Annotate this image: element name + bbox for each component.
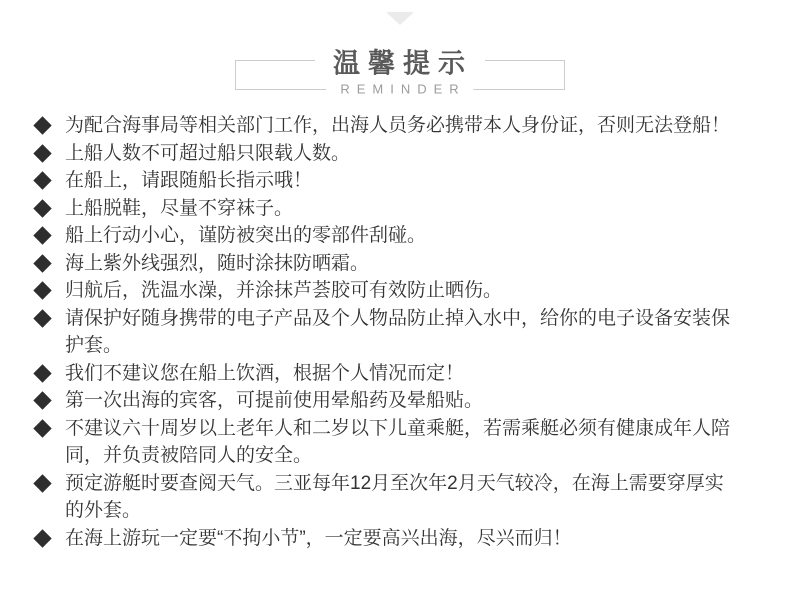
reminder-item bbox=[36, 222, 800, 250]
diamond-bullet-icon bbox=[33, 474, 51, 492]
reminder-item bbox=[36, 525, 800, 553]
title-box bbox=[235, 48, 565, 97]
reminder-text: 在海上游玩一定要“不拘小节”，一定要高兴出海，尽兴而归！ bbox=[65, 527, 572, 549]
header bbox=[0, 12, 800, 97]
reminder-item bbox=[36, 277, 800, 305]
reminder-item bbox=[36, 167, 800, 195]
reminder-text: 船上行动小心，谨防被突出的零部件刮碰。 bbox=[65, 225, 427, 246]
reminder-item bbox=[36, 387, 800, 415]
reminder-text: 不建议六十周岁以上老年人和二岁以下儿童乘艇，若需乘艇必须有健康成年人陪同，并负责被陪同人的安全。 bbox=[65, 417, 731, 466]
reminder-item bbox=[36, 470, 800, 525]
diamond-bullet-icon bbox=[33, 391, 51, 409]
page-subtitle: REMINDER bbox=[326, 82, 473, 97]
reminder-item bbox=[36, 360, 800, 388]
reminder-item bbox=[36, 140, 800, 168]
reminder-list bbox=[0, 112, 800, 552]
reminder-text: 归航后，洗温水澡，并涂抹芦荟胶可有效防止晒伤。 bbox=[65, 280, 503, 301]
diamond-bullet-icon bbox=[33, 364, 51, 382]
diamond-bullet-icon bbox=[33, 254, 51, 272]
reminder-text: 请保护好随身携带的电子产品及个人物品防止掉入水中，给你的电子设备安装保护套。 bbox=[65, 307, 731, 356]
reminder-item bbox=[36, 415, 800, 470]
reminder-text: 为配合海事局等相关部门工作，出海人员务必携带本人身份证，否则无法登船！ bbox=[65, 115, 731, 136]
diamond-bullet-icon bbox=[33, 529, 51, 547]
reminder-item bbox=[36, 250, 800, 278]
reminder-text: 海上紫外线强烈，随时涂抹防晒霜。 bbox=[65, 252, 370, 274]
page-title: 温馨提示 bbox=[315, 42, 485, 81]
diamond-bullet-icon bbox=[33, 309, 51, 327]
reminder-text: 预定游艇时要查阅天气。三亚每年12月至次年2月天气较冷，在海上需要穿厚实的外套。 bbox=[65, 472, 724, 521]
triangle-down-icon bbox=[386, 12, 414, 25]
reminder-item bbox=[36, 195, 800, 223]
diamond-bullet-icon bbox=[33, 116, 51, 134]
diamond-bullet-icon bbox=[33, 226, 51, 244]
diamond-bullet-icon bbox=[33, 171, 51, 189]
diamond-bullet-icon bbox=[33, 419, 51, 437]
reminder-item bbox=[36, 305, 800, 360]
reminder-text: 上船脱鞋，尽量不穿袜子。 bbox=[65, 197, 294, 219]
diamond-bullet-icon bbox=[33, 281, 51, 299]
reminder-text: 在船上，请跟随船长指示哦！ bbox=[65, 170, 313, 191]
reminder-text: 上船人数不可超过船只限载人数。 bbox=[65, 142, 351, 164]
reminder-text: 第一次出海的宾客，可提前使用晕船药及晕船贴。 bbox=[65, 390, 484, 411]
reminder-item bbox=[36, 112, 800, 140]
diamond-bullet-icon bbox=[33, 144, 51, 162]
reminder-text: 我们不建议您在船上饮酒，根据个人情况而定！ bbox=[65, 362, 465, 384]
diamond-bullet-icon bbox=[33, 199, 51, 217]
